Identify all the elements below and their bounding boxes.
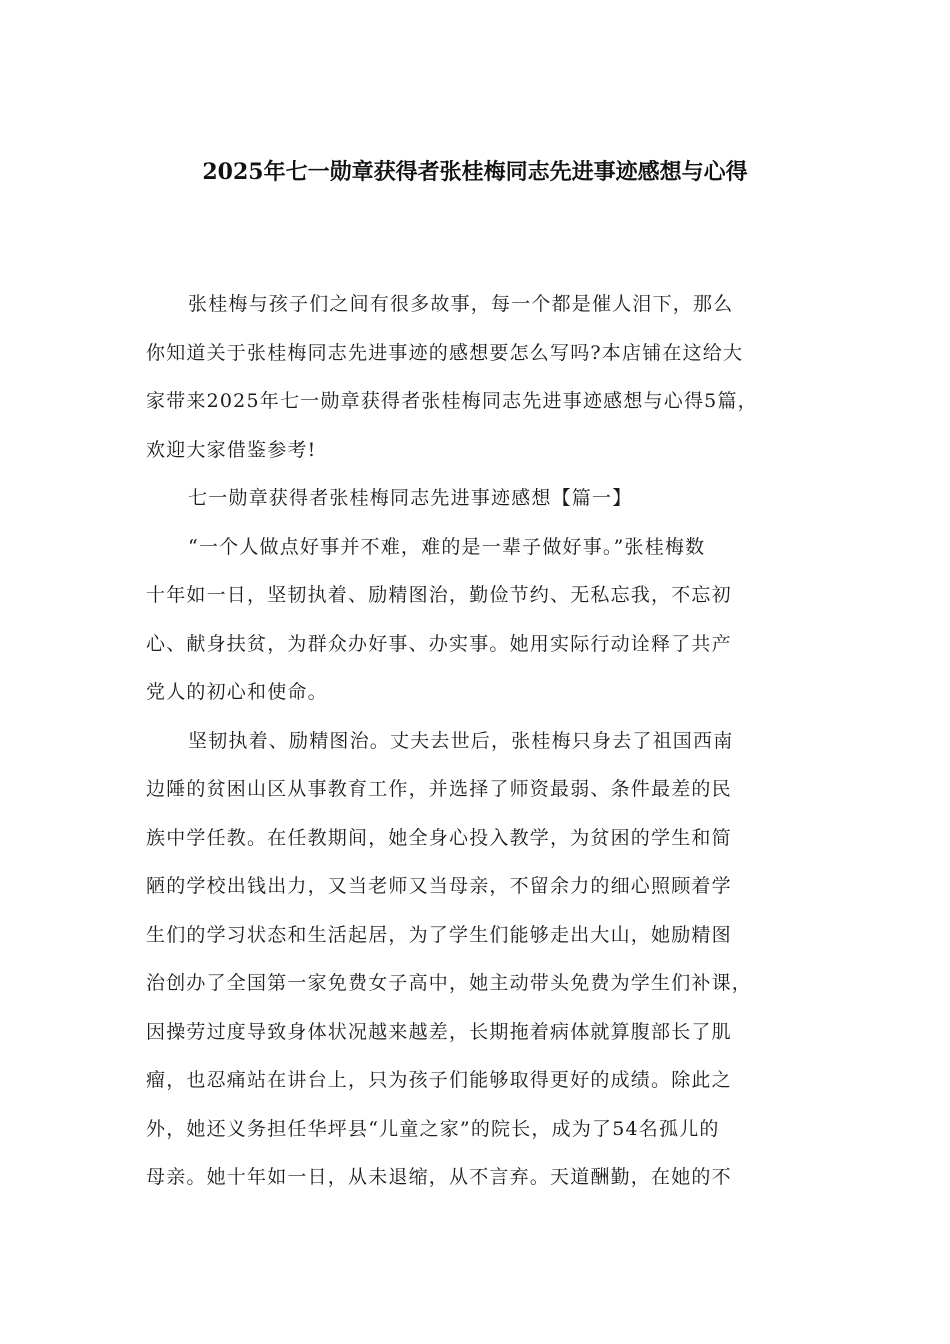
text-line: 十年如一日，坚韧执着、励精图治，勤俭节约、无私忘我，不忘初 xyxy=(146,584,732,606)
intro-paragraph xyxy=(146,280,806,474)
text-line: “一个人做点好事并不难，难的是一辈子做好事。”张桂梅数 xyxy=(188,535,706,558)
section-heading xyxy=(146,474,806,523)
text-line: 因操劳过度导致身体状况越来越差，长期拖着病体就算腹部长了肌 xyxy=(146,1020,732,1043)
text-line: 族中学任教。在任教期间，她全身心投入教学，为贫困的学生和简 xyxy=(146,826,732,849)
text-line: 欢迎大家借鉴参考! xyxy=(146,438,317,461)
text-line: 边陲的贫困山区从事教育工作，并选择了师资最弱、条件最差的民 xyxy=(146,778,732,800)
text-line: 心、献身扶贫，为群众办好事、办实事。她用实际行动诠释了共产 xyxy=(146,632,732,655)
text-line: 母亲。她十年如一日，从未退缩，从不言弃。天道酬勤，在她的不 xyxy=(146,1166,732,1188)
story-paragraph xyxy=(146,717,806,1202)
document-body xyxy=(146,280,806,1202)
text-line: 生们的学习状态和生活起居，为了学生们能够走出大山，她励精图 xyxy=(146,923,732,946)
text-line: 治创办了全国第一家免费女子高中，她主动带头免费为学生们补课， xyxy=(146,972,753,994)
quote-paragraph xyxy=(146,523,806,717)
text-line: 坚韧执着、励精图治。丈夫去世后，张桂梅只身去了祖国西南 xyxy=(188,729,734,752)
text-line: 外，她还义务担任华坪县“儿童之家”的院长，成为了54名孤儿的 xyxy=(146,1117,720,1140)
text-line: 陋的学校出钱出力，又当老师又当母亲，不留余力的细心照顾着学 xyxy=(146,875,732,897)
text-line: 张桂梅与孩子们之间有很多故事，每一个都是催人泪下，那么 xyxy=(188,293,734,315)
text-line: 瘤，也忍痛站在讲台上，只为孩子们能够取得更好的成绩。除此之 xyxy=(146,1069,732,1091)
text-line: 家带来2025年七一勋章获得者张桂梅同志先进事迹感想与心得5篇， xyxy=(146,390,758,412)
text-line: 党人的初心和使命。 xyxy=(146,681,328,703)
text-line: 你知道关于张桂梅同志先进事迹的感想要怎么写吗?本店铺在这给大 xyxy=(146,341,744,364)
text-line: 七一勋章获得者张桂梅同志先进事迹感想【篇一】 xyxy=(188,487,633,509)
document-title: 2025年七一勋章获得者张桂梅同志先进事迹感想与心得 xyxy=(202,159,748,185)
